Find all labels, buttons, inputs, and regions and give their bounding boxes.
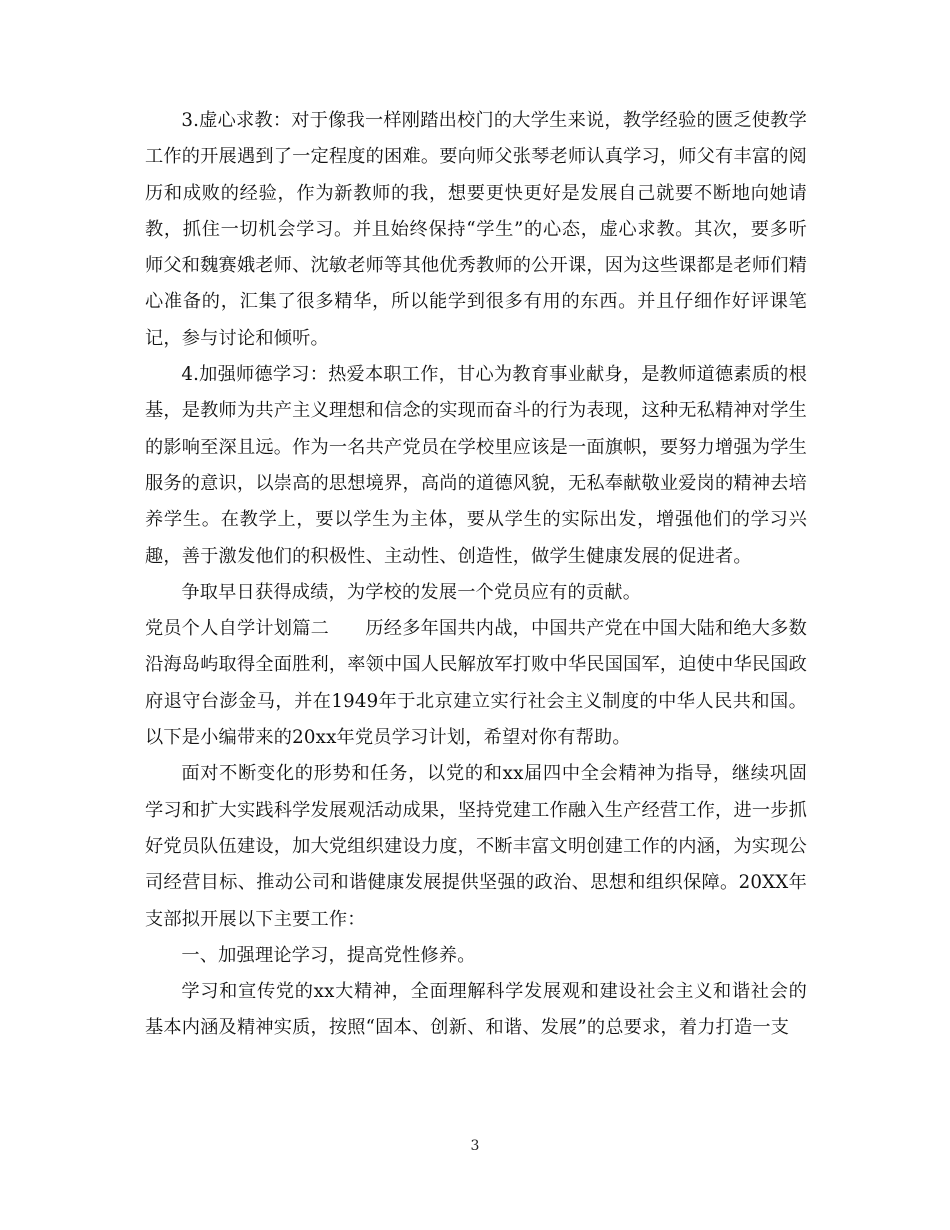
section-heading: 党员个人自学计划篇二 [145, 618, 329, 640]
page-number: 3 [470, 1138, 480, 1154]
paragraph-humble-learning: 3.虚心求教：对于像我一样刚踏出校门的大学生来说，教学经验的匮乏使教学工作的开展遇到了一定程度的困难。要向师父张琴老师认真学习，师父有丰富的阅历和成败的经验，作为新教师的我，想要更快更好是发展自己就要不断地向她请教，抓住一切机会学习。并且始终保持“学生”的心态，虚心求教。其次，要多听师父和魏赛娥老师、沈敏老师等其他优秀教师的公开课，因为这些课都是老师们精心准备的，汇集了很多精华，所以能学到很多有用的东西。并且仔细作好评课笔记，参与讨论和倾听。 [145, 110, 807, 349]
section-intro: 历经多年国共内战，中国共产党在中国大陆和绝大多数沿海岛屿取得全面胜利，率领中国人民解放军打败中华民国国军，迫使中华民国政府退守台澎金马，并在1949年于北京建立实行社会主义制度的中华人民共和国。以下是小编带来的20xx年党员学习计划，希望对你有帮助。 [145, 618, 807, 749]
paragraph-ethics-learning: 4.加强师德学习：热爱本职工作，甘心为教育事业献身，是教师道德素质的根基，是教师为共产主义理想和信念的实现而奋斗的行为表现，这种无私精神对学生的影响至深且远。作为一名共产党员在学校里应该是一面旗帜，要努力增强为学生服务的意识，以崇高的思想境界，高尚的道德风貌，无私奉献敬业爱岗的精神去培养学生。在教学上，要以学生为主体，要从学生的实际出发，增强他们的学习兴趣，善于激发他们的积极性、主动性、创造性，做学生健康发展的促进者。 [145, 364, 807, 567]
paragraph-item-one: 一、加强理论学习，提高党性修养。 [181, 944, 476, 966]
paragraph-closing: 争取早日获得成绩，为学校的发展一个党员应有的贡献。 [181, 581, 642, 603]
document-body [145, 103, 807, 1047]
paragraph-study-xx: 学习和宣传党的xx大精神，全面理解科学发展观和建设社会主义和谐社会的基本内涵及精神实质，按照“固本、创新、和谐、发展”的总要求，着力打造一支 [145, 981, 807, 1039]
section-two [145, 611, 807, 756]
paragraph-work-plan: 面对不断变化的形势和任务，以党的和xx届四中全会精神为指导，继续巩固学习和扩大实践科学发展观活动成果，坚持党建工作融入生产经营工作，进一步抓好党员队伍建设，加大党组织建设力度，不断丰富文明创建工作的内涵，为实现公司经营目标、推动公司和谐健康发展提供坚强的政治、思想和组织保障。20XX年支部拟开展以下主要工作： [145, 763, 807, 930]
